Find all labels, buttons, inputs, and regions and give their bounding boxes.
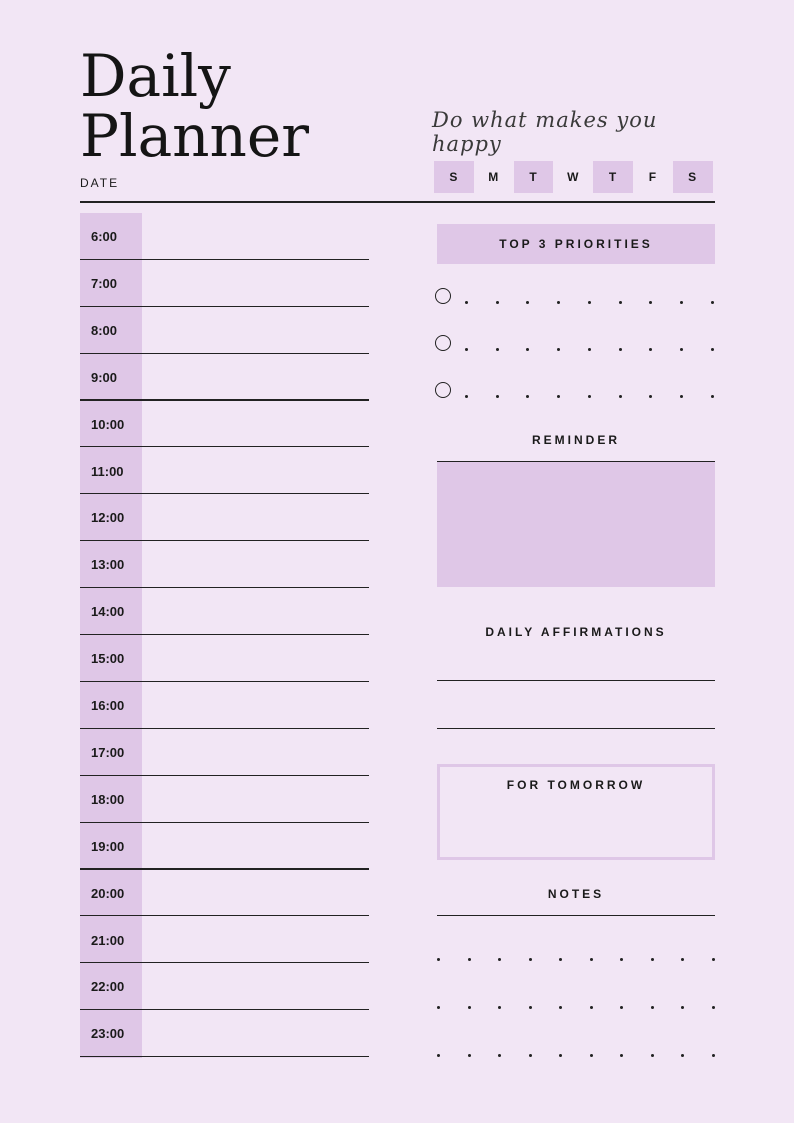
checkbox-circle-icon[interactable] [435, 382, 451, 398]
time-slot[interactable] [80, 1010, 369, 1057]
dot-leader [590, 958, 593, 961]
notes-dot-row [437, 1006, 719, 1012]
dot-leader [681, 1006, 684, 1009]
time-label: 17:00 [91, 744, 125, 760]
time-label: 20:00 [91, 885, 125, 901]
planner-title-line1: Daily [80, 42, 231, 110]
time-label: 22:00 [91, 979, 125, 995]
notes-dot-row [437, 958, 719, 964]
time-slot[interactable] [80, 870, 369, 917]
checkbox-circle-icon[interactable] [435, 288, 451, 304]
header-divider [80, 201, 715, 203]
dot-leader [588, 395, 591, 398]
dot-leader [620, 1006, 623, 1009]
dot-leader [711, 395, 714, 398]
time-slot[interactable] [80, 448, 369, 495]
dot-leader [529, 1054, 532, 1057]
priority-row[interactable] [435, 335, 717, 355]
weekday-4[interactable]: T [593, 161, 633, 193]
time-slot[interactable] [80, 776, 369, 823]
dot-leader [465, 348, 468, 351]
affirmation-line[interactable] [437, 728, 715, 729]
affirmation-line[interactable] [437, 680, 715, 681]
dot-leader [620, 958, 623, 961]
dot-leader [651, 1006, 654, 1009]
dot-leader [711, 348, 714, 351]
dot-leader [437, 1006, 440, 1009]
dot-leader [559, 1006, 562, 1009]
time-slot[interactable] [80, 354, 369, 401]
time-label: 10:00 [91, 416, 125, 432]
dot-leader [529, 1006, 532, 1009]
dot-leader [437, 958, 440, 961]
dot-leader [468, 1054, 471, 1057]
dot-leader [526, 348, 529, 351]
weekday-0[interactable]: S [434, 161, 474, 193]
dot-leader [526, 301, 529, 304]
time-slot[interactable] [80, 729, 369, 776]
dot-leader [496, 395, 499, 398]
dot-leader [681, 958, 684, 961]
dot-leader [680, 301, 683, 304]
time-label: 9:00 [91, 369, 118, 385]
weekday-3[interactable]: W [567, 170, 580, 184]
notes-rule [437, 915, 715, 916]
dot-leader [498, 1006, 501, 1009]
dot-leader [557, 301, 560, 304]
dot-leader [496, 301, 499, 304]
dot-leader [651, 958, 654, 961]
time-slot[interactable] [80, 635, 369, 682]
dot-leader [620, 1054, 623, 1057]
time-slot[interactable] [80, 494, 369, 541]
dot-leader [712, 958, 715, 961]
time-label: 8:00 [91, 322, 118, 338]
time-label: 7:00 [91, 275, 118, 291]
weekday-2[interactable]: T [514, 161, 554, 193]
time-slot[interactable] [80, 963, 369, 1010]
dot-leader [588, 348, 591, 351]
time-slot-line [80, 1056, 369, 1057]
tagline: Do what makes you happy [432, 108, 658, 156]
dot-leader [498, 958, 501, 961]
weekday-1[interactable]: M [488, 170, 500, 184]
time-slot[interactable] [80, 307, 369, 354]
time-label: 19:00 [91, 838, 125, 854]
dot-leader [496, 348, 499, 351]
dot-leader [588, 301, 591, 304]
dot-leader [619, 301, 622, 304]
dot-leader [680, 395, 683, 398]
for-tomorrow-box[interactable] [437, 764, 715, 860]
dot-leader [557, 395, 560, 398]
dot-leader [468, 958, 471, 961]
time-slot[interactable] [80, 401, 369, 448]
dot-leader [529, 958, 532, 961]
dot-leader [468, 1006, 471, 1009]
notes-dot-row [437, 1054, 719, 1060]
dot-leader [437, 1054, 440, 1057]
checkbox-circle-icon[interactable] [435, 335, 451, 351]
priorities-header: TOP 3 PRIORITIES [437, 224, 715, 264]
dot-leader [590, 1054, 593, 1057]
time-slot[interactable] [80, 682, 369, 729]
time-slot[interactable] [80, 541, 369, 588]
for-tomorrow-label: FOR TOMORROW [506, 778, 646, 792]
priority-row[interactable] [435, 382, 717, 402]
priority-row[interactable] [435, 288, 717, 308]
time-label: 21:00 [91, 932, 125, 948]
weekday-selector [434, 161, 713, 193]
dot-leader [619, 348, 622, 351]
time-label: 14:00 [91, 604, 125, 620]
dot-leader [711, 301, 714, 304]
dot-leader [649, 395, 652, 398]
dot-leader [712, 1054, 715, 1057]
dot-leader [557, 348, 560, 351]
time-slot[interactable] [80, 260, 369, 307]
reminder-box[interactable] [437, 462, 715, 587]
dot-leader [681, 1054, 684, 1057]
dot-leader [651, 1054, 654, 1057]
dot-leader [559, 1054, 562, 1057]
time-label: 23:00 [91, 1026, 125, 1042]
time-label: 12:00 [91, 510, 125, 526]
date-label: DATE [80, 176, 120, 190]
dot-leader [680, 348, 683, 351]
time-label: 13:00 [91, 557, 125, 573]
time-slot[interactable] [80, 917, 369, 964]
time-label: 6:00 [91, 229, 118, 244]
time-label: 11:00 [91, 463, 124, 479]
weekday-5[interactable]: F [648, 170, 658, 184]
dot-leader [498, 1054, 501, 1057]
affirmations-label: DAILY AFFIRMATIONS [485, 625, 667, 639]
dot-leader [465, 395, 468, 398]
dot-leader [649, 348, 652, 351]
dot-leader [619, 395, 622, 398]
notes-label: NOTES [547, 887, 605, 901]
reminder-label: REMINDER [531, 433, 620, 447]
dot-leader [649, 301, 652, 304]
dot-leader [559, 958, 562, 961]
time-label: 16:00 [91, 698, 125, 713]
time-slot[interactable] [80, 213, 369, 260]
time-label: 18:00 [91, 791, 125, 807]
dot-leader [526, 395, 529, 398]
planner-title-line2: Planner [80, 102, 309, 170]
time-slot[interactable] [80, 823, 369, 870]
dot-leader [712, 1006, 715, 1009]
time-label: 15:00 [91, 651, 125, 667]
dot-leader [465, 301, 468, 304]
time-slot[interactable] [80, 588, 369, 635]
dot-leader [590, 1006, 593, 1009]
weekday-6[interactable]: S [673, 161, 713, 193]
